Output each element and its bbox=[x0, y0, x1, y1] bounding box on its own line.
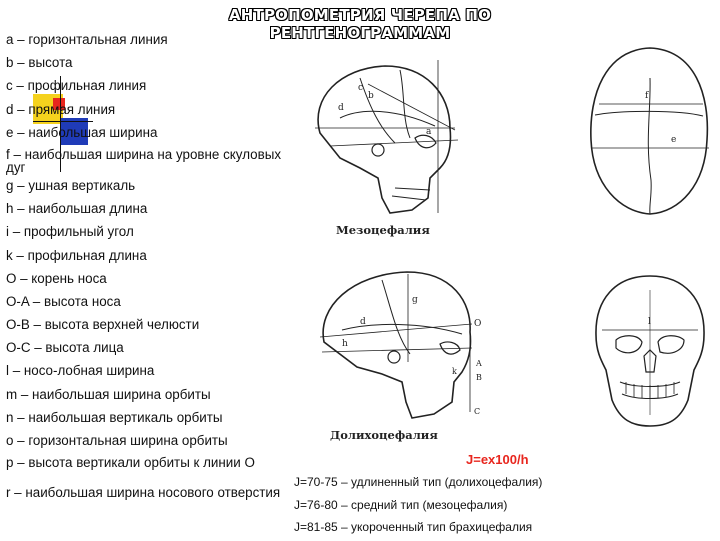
legend-item: h – наибольшая длина bbox=[6, 201, 148, 217]
page-title: АНТРОПОМЕТРИЯ ЧЕРЕПА ПО РЕНТГЕНОГРАММАМ bbox=[228, 6, 492, 42]
caption-dolichocephaly: Долихоцефалия bbox=[330, 428, 438, 442]
svg-text:c: c bbox=[358, 83, 364, 93]
legend-item: O-C – высота лица bbox=[6, 340, 124, 356]
caption-mesocephaly: Мезоцефалия bbox=[336, 223, 430, 237]
svg-text:b: b bbox=[368, 91, 374, 101]
legend-list bbox=[6, 32, 296, 516]
svg-text:f: f bbox=[645, 91, 649, 101]
svg-text:C: C bbox=[474, 407, 481, 416]
legend-item: O-A – высота носа bbox=[6, 293, 121, 309]
svg-text:B: B bbox=[476, 373, 482, 382]
skull-type-item: J=70-75 – удлиненный тип (долихоцефалия) bbox=[294, 475, 543, 489]
svg-text:l: l bbox=[648, 317, 651, 327]
svg-text:a: a bbox=[426, 127, 432, 137]
legend-item: g – ушная вертикаль bbox=[6, 177, 136, 193]
svg-text:h: h bbox=[342, 339, 348, 349]
legend-item: b – высота bbox=[6, 55, 73, 71]
svg-text:k: k bbox=[452, 367, 457, 376]
legend-item: O – корень носа bbox=[6, 270, 107, 286]
index-formula: J=ex100/h bbox=[466, 452, 529, 467]
skull-type-item: J=81-85 – укороченный тип брахицефалия bbox=[294, 520, 533, 534]
legend-item: l – носо-лобная ширина bbox=[6, 363, 155, 379]
svg-text:d: d bbox=[338, 103, 344, 113]
svg-text:A: A bbox=[476, 359, 482, 368]
legend-item: k – профильная длина bbox=[6, 247, 147, 263]
legend-item: d – прямая линия bbox=[6, 101, 116, 117]
legend-item: n – наибольшая вертикаль орбиты bbox=[6, 409, 223, 425]
legend-item: r – наибольшая ширина носового отверстия bbox=[6, 485, 281, 501]
skull-type-list bbox=[294, 473, 714, 541]
skull-lateral-mesocephaly bbox=[300, 38, 470, 218]
svg-text:e: e bbox=[671, 135, 677, 145]
legend-item: f – наибольшая ширина на уровне скуловых дуг bbox=[6, 146, 282, 175]
skull-lateral-dolichocephaly bbox=[312, 262, 492, 422]
legend-item: p – высота вертикали орбиты к линии О bbox=[6, 455, 255, 471]
legend-item: i – профильный угол bbox=[6, 224, 134, 240]
legend-item: o – горизонтальная ширина орбиты bbox=[6, 433, 228, 448]
skull-type-item: J=76-80 – средний тип (мезоцефалия) bbox=[294, 497, 508, 512]
skull-front-view bbox=[590, 270, 710, 430]
svg-text:d: d bbox=[360, 317, 366, 327]
legend-item: c – профильная линия bbox=[6, 78, 147, 94]
svg-text:g: g bbox=[412, 295, 418, 305]
legend-item: m – наибольшая ширина орбиты bbox=[6, 386, 211, 402]
legend-item: а – горизонтальная линия bbox=[6, 32, 168, 47]
skull-top-view bbox=[585, 40, 715, 220]
svg-text:O: O bbox=[474, 319, 482, 329]
legend-item: O-B – высота верхней челюсти bbox=[6, 317, 200, 333]
legend-item: e – наибольшая ширина bbox=[6, 124, 158, 140]
